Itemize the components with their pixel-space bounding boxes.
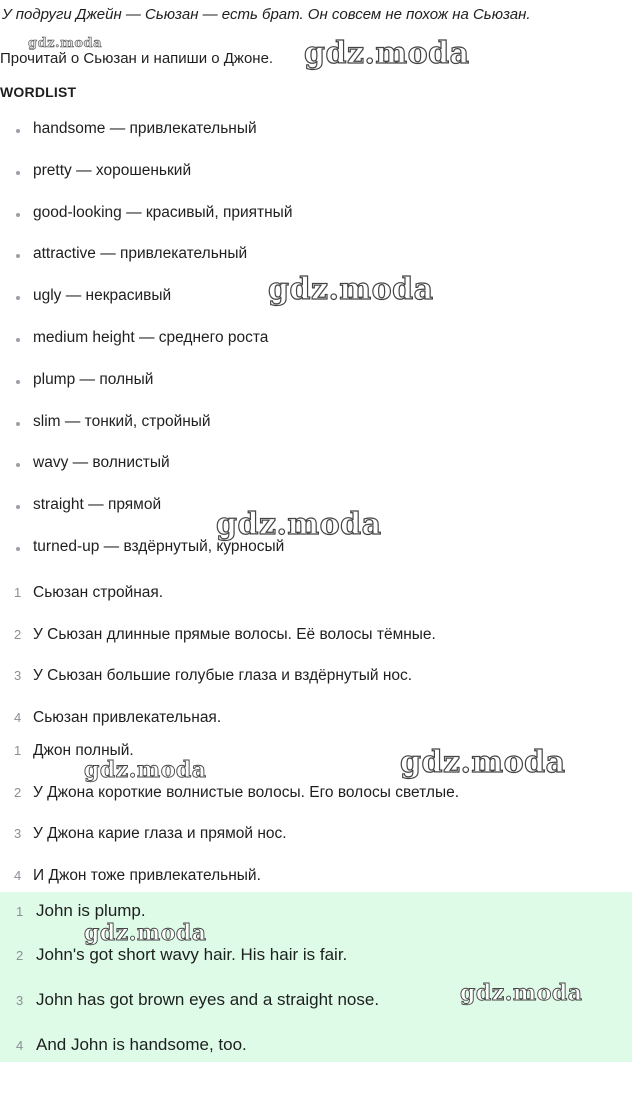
watermark: gdz.moda xyxy=(216,507,382,542)
list-item: handsome — привлекательный xyxy=(0,120,620,162)
bullet-icon xyxy=(16,547,20,551)
bullet-icon xyxy=(16,338,20,342)
bullet-icon xyxy=(16,463,20,467)
bullet-icon xyxy=(16,213,20,217)
bullet-icon xyxy=(16,380,20,384)
list-item: plump — полный xyxy=(0,371,620,413)
list-item: good-looking — красивый, приятный xyxy=(0,204,620,246)
bullet-icon xyxy=(16,254,20,258)
list-item: slim — тонкий, стройный xyxy=(0,413,620,455)
list-item: turned-up — вздёрнутый, курносый xyxy=(0,538,620,580)
john-ru-list xyxy=(0,742,620,908)
list-item: medium height — среднего роста xyxy=(0,329,620,371)
watermark: gdz.moda xyxy=(84,920,207,946)
list-item: straight — прямой xyxy=(0,496,620,538)
list-item: wavy — волнистый xyxy=(0,454,620,496)
list-item: 1 Сьюзан стройная. xyxy=(14,584,164,601)
list-item: 2 John's got short wavy hair. His hair is fair. xyxy=(16,945,348,964)
list-item: 4 И Джон тоже привлекательный. xyxy=(14,866,261,884)
list-item: 4 And John is handsome, too. xyxy=(16,1035,247,1054)
watermark: gdz.moda xyxy=(400,745,566,780)
list-item: 2 У Джона короткие волнистые волосы. Его волосы светлые. xyxy=(14,783,460,801)
watermark: gdz.moda xyxy=(28,36,103,51)
wordlist-heading: WORDLIST xyxy=(0,84,77,100)
list-item: 1 Джон полный. xyxy=(14,742,134,759)
watermark: gdz.moda xyxy=(304,36,470,71)
list-item: pretty — хорошенький xyxy=(0,162,620,204)
list-item: 1 John is plump. xyxy=(16,901,146,920)
susan-list xyxy=(0,584,620,750)
answer-box xyxy=(0,892,632,1062)
bullet-icon xyxy=(16,422,20,426)
list-item: 4 Сьюзан привлекательная. xyxy=(14,708,222,726)
bullet-icon xyxy=(16,296,20,300)
list-item: 3 John has got brown eyes and a straight nose. xyxy=(16,990,380,1009)
list-item: 3 У Сьюзан большие голубые глаза и вздёрнутый нос. xyxy=(14,667,413,685)
list-item: 3 У Джона карие глаза и прямой нос. xyxy=(14,825,287,843)
bullet-icon xyxy=(16,505,20,509)
wordlist xyxy=(0,120,620,580)
list-item: ugly — некрасивый xyxy=(0,287,620,329)
bullet-icon xyxy=(16,129,20,133)
watermark: gdz.moda xyxy=(84,757,207,783)
list-item: attractive — привлекательный xyxy=(0,245,620,287)
bullet-icon xyxy=(16,171,20,175)
list-item: 2 У Сьюзан длинные прямые волосы. Её волосы тёмные. xyxy=(14,625,436,643)
task-text: Прочитай о Сьюзан и напиши о Джоне. xyxy=(0,50,274,67)
intro-text: У подруги Джейн — Сьюзан — есть брат. Он совсем не похож на Сьюзан. xyxy=(2,6,531,23)
watermark: gdz.moda xyxy=(460,980,583,1006)
watermark: gdz.moda xyxy=(268,272,434,307)
